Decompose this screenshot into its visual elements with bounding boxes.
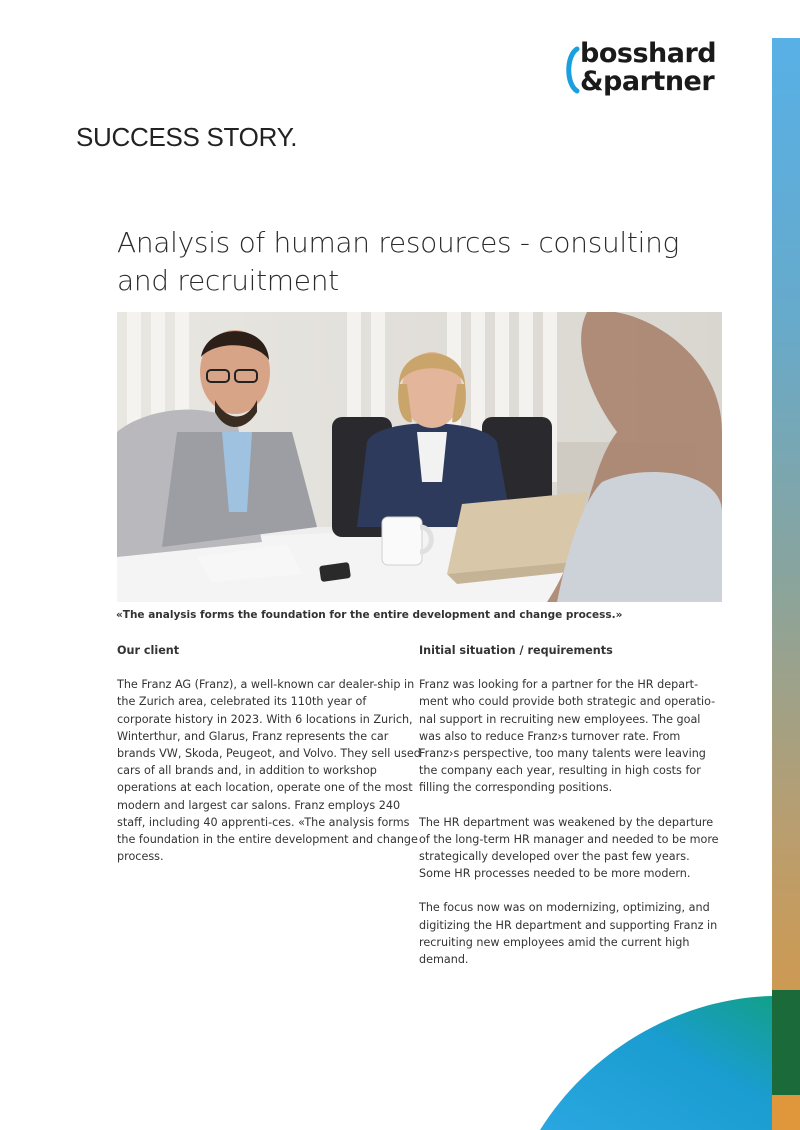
photo-caption: «The analysis forms the foundation for the entire development and change process.» [116,609,623,621]
meeting-photo-illustration [117,312,722,602]
situation-section [419,642,724,985]
logo-wordmark [580,40,716,96]
client-section [117,642,422,882]
situation-paragraph-3: The focus now was on modernizing, optimizing, and digitizing the HR department and supporting Franz in recruiting new employees amid the current high demand. [419,901,718,967]
side-gradient-bar [772,38,800,1130]
client-heading: Our client [117,644,180,657]
logo-bracket-icon [560,46,582,94]
logo-line-1: bosshard [580,38,717,69]
situation-paragraph-2: The HR department was weakened by the departure of the long-term HR manager and needed to be more strategically developed over the past few years. Some HR processes needed to be more modern. [419,815,719,881]
situation-paragraph-1: Franz was looking for a partner for the HR depart-ment who could provide both strategic and operatio-nal support in recruiting new employees. The goal was also to reduce Franz›s turnover rate. From Franz›s perspective, too many talents were leaving the company each year, resulting in high costs for filling the corresponding positions. [419,678,716,795]
client-paragraph: The Franz AG (Franz), a well-known car dealer-ship in the Zurich area, celebrated its 110th year of corporate history in 2023. With 6 locations in Zurich, Winterthur, and Glarus, Franz represents the car brands VW, Skoda, Peugeot, and Volvo. They sell used cars of all brands and, in addition to workshop operations at each location, operate one of the most modern and largest car salons. Franz employs 240 staff, including 40 apprenti-ces. «The analysis forms the foundation in the entire development and change process. [117,678,421,864]
bottom-wave-graphic [520,990,800,1130]
article-photo [117,312,722,602]
logo-line-2: &partner [580,66,715,97]
situation-heading: Initial situation / requirements [419,644,613,657]
document-label: SUCCESS STORY. [76,122,298,152]
company-logo [560,40,730,102]
article-title: Analysis of human resources - consulting and recruitment [117,226,680,297]
